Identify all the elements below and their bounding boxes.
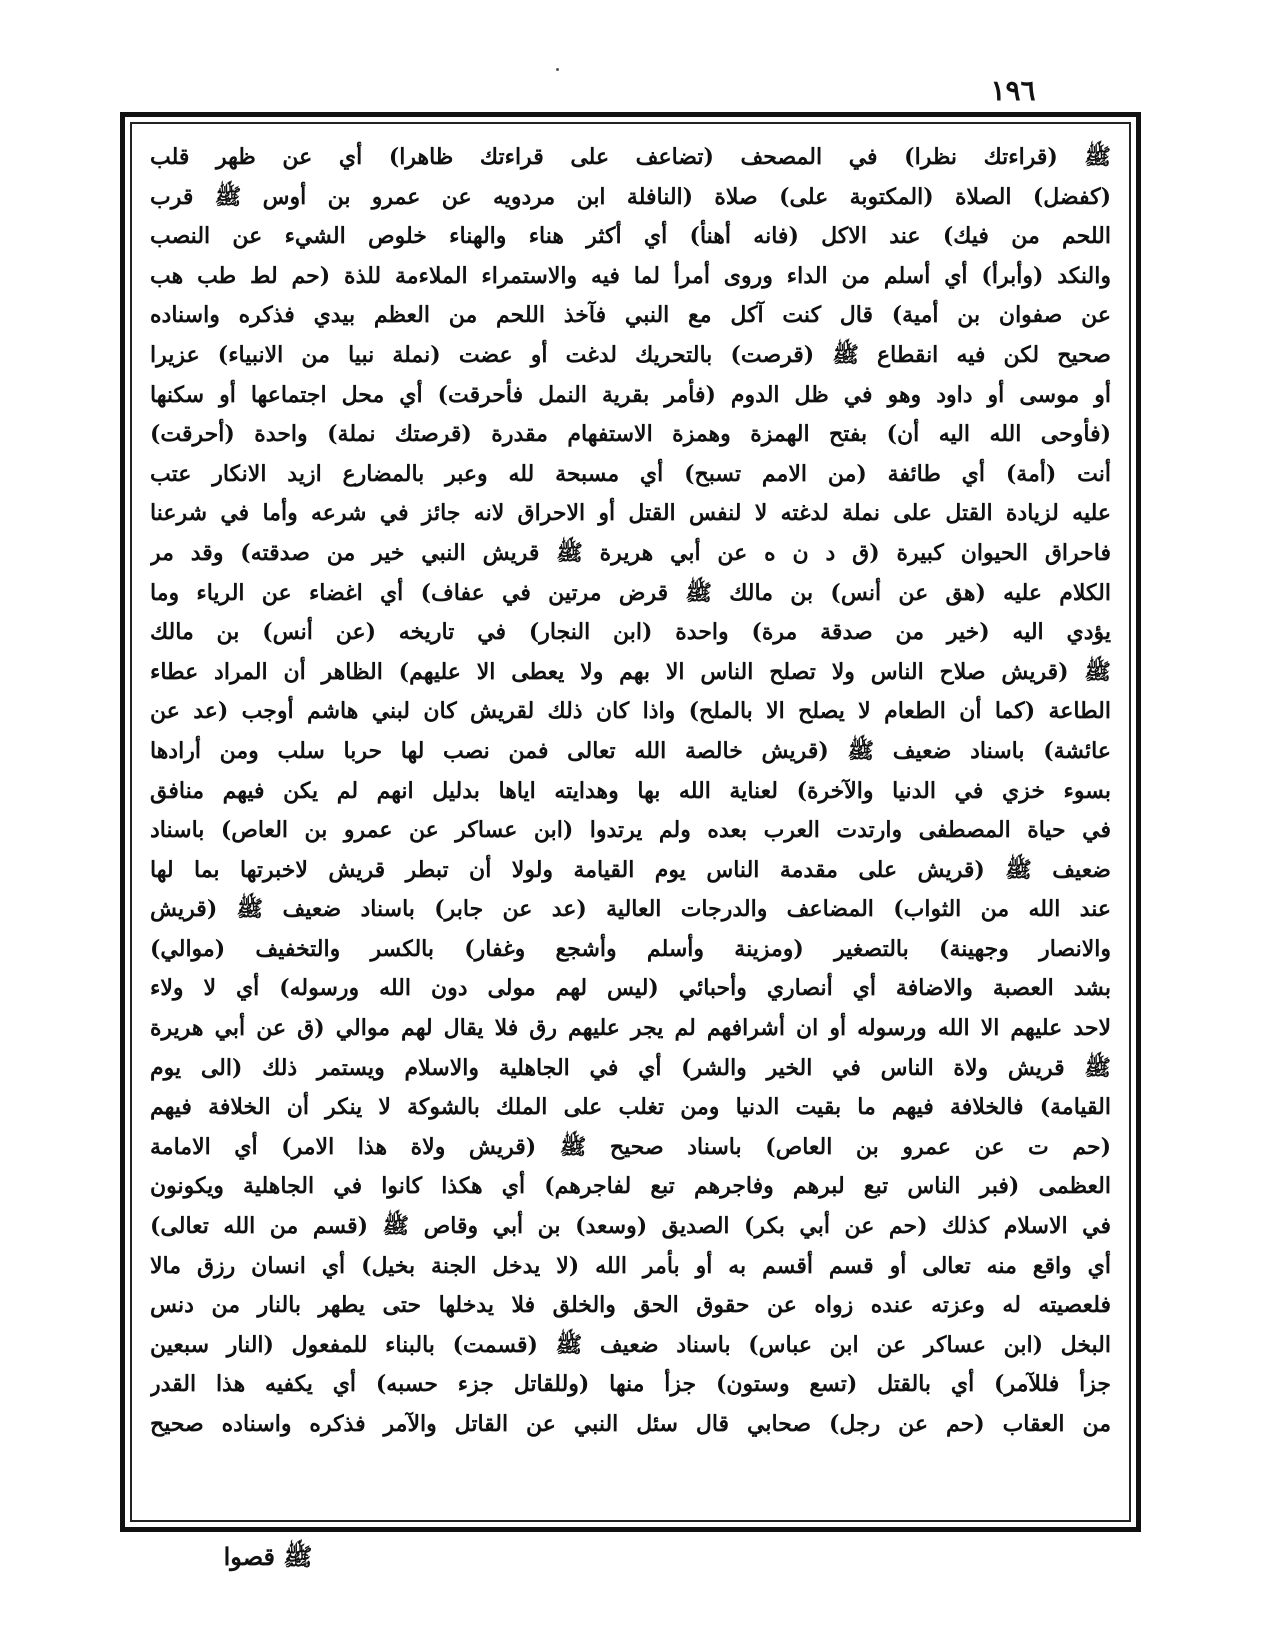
page-number: ١٩٦ [990, 74, 1036, 107]
text-line: والنكد (وأبرأ) أي أسلم من الداء وروى أمرأ لما فيه والاستمراء الملاءمة للذة (حم لط طب هب [150, 262, 1111, 289]
text-line: فاحراق الحيوان كبيرة (ق د ن ه عن أبي هريرة ﷺ قريش النبي خير من صدقته) وقد مر [150, 539, 1111, 566]
text-line: اللحم من فيك) عند الاكل (فانه أهنأ) أي أكثر هناء والهناء خلوص الشيء عن النصب [150, 223, 1111, 250]
text-line: ﷺ (قراءتك نظرا) في المصحف (تضاعف على قراءتك ظاهرا) أي عن ظهر قلب [150, 144, 1111, 170]
text-line: من العقاب (حم عن رجل) صحابي قال سئل النبي عن القاتل والآمر فذكره واسناده صحيح [150, 1411, 1111, 1437]
text-line: الطاعة (كما أن الطعام لا يصلح الا بالملح) واذا كان ذلك لقريش كان لبني هاشم أوجب (عد عن [150, 698, 1111, 725]
text-line: أي واقع منه تعالى أو قسم أقسم به أو بأمر الله (لا يدخل الجنة بخيل) أي انسان رزق مالا [150, 1252, 1111, 1279]
text-line: ﷺ قريش ولاة الناس في الخير والشر) أي في الجاهلية والاسلام ويستمر ذلك (الى يوم [150, 1054, 1111, 1081]
text-line: العظمى (فبر الناس تبع لبرهم وفاجرهم تبع لفاجرهم) أي هكذا كانوا في الجاهلية ويكونون [150, 1173, 1111, 1200]
text-line: جزأ فللآمر) أي بالقتل (تسع وستون) جزأ منها (وللقاتل جزء حسبه) أي يكفيه هذا القدر [150, 1371, 1111, 1398]
text-line: فلعصيته له وعزته عنده زواه عن حقوق الحق والخلق فلا يدخلها حتى يطهر بالنار من دنس [150, 1292, 1111, 1319]
text-line: ضعيف ﷺ (قريش على مقدمة الناس يوم القيامة ولولا أن تبطر قريش لاخبرتها بما لها [150, 856, 1111, 883]
text-line: لاحد عليهم الا الله ورسوله أو ان أشرافهم لم يجر عليهم رق فلا يقال لهم موالي (ق عن أبي هريرة [150, 1015, 1111, 1042]
text-line: والانصار وجهينة) بالتصغير (ومزينة وأسلم وأشجع وغفار) بالكسر والتخفيف (موالي) [150, 935, 1111, 962]
top-mark-dot [556, 68, 559, 71]
text-line: في حياة المصطفى وارتدت العرب بعده ولم يرتدوا (ابن عساكر عن عمرو بن العاص) باسناد [150, 817, 1111, 844]
text-line: يؤدي اليه (خير من صدقة مرة) واحدة (ابن النجار) في تاريخه (عن أنس) بن مالك [150, 619, 1111, 646]
text-line: (كفضل) الصلاة (المكتوبة على) صلاة (النافلة ابن مردويه عن عمرو بن أوس ﷺ قرب [150, 183, 1111, 210]
text-line: أو موسى أو داود وهو في ظل الدوم (فأمر بقرية النمل فأحرقت) أي محل اجتماعها أو سكنها [150, 381, 1111, 408]
text-line: عليه لزيادة القتل على نملة لدغته لا لنفس القتل أو الاحراق لانه جائز في شرعه وأما في شرعنا [150, 500, 1111, 527]
text-line: في الاسلام كذلك (حم عن أبي بكر) الصديق (وسعد) بن أبي وقاص ﷺ (قسم من الله تعالى) [150, 1213, 1111, 1240]
text-line: البخل (ابن عساكر عن ابن عباس) باسناد ضعيف ﷺ (قسمت) بالبناء للمفعول (النار سبعين [150, 1331, 1111, 1358]
text-line: عائشة) باسناد ضعيف ﷺ (قريش خالصة الله تعالى فمن نصب لها حربا سلب ومن أرادها [150, 737, 1111, 764]
text-line: ﷺ (قريش صلاح الناس ولا تصلح الناس الا بهم ولا يعطى الا عليهم) الظاهر أن المراد عطاء [150, 658, 1111, 685]
text-line: بشد العصبة والاضافة أي أنصاري وأحبائي (ليس لهم مولى دون الله ورسوله) أي لا ولاء [150, 975, 1111, 1002]
text-line: أنت (أمة) أي طائفة (من الامم تسبح) أي مسبحة لله وعبر بالمضارع ازيد الانكار عتب [150, 460, 1111, 487]
text-line: بسوء خزي في الدنيا والآخرة) لعناية الله بها وهدايته اياها بدليل انهم لم يكن فيهم منافق [150, 777, 1111, 804]
text-line: (حم ت عن عمرو بن العاص) باسناد صحيح ﷺ (قريش ولاة هذا الامر) أي الامامة [150, 1133, 1111, 1160]
body-text [150, 138, 1111, 1445]
catchword: ﷺ قصوا [223, 1542, 313, 1571]
text-line: القيامة) فالخلافة فيهم ما بقيت الدنيا ومن تغلب على الملك بالشوكة لا ينكر أن الخلافة فيهم [150, 1094, 1111, 1121]
text-line: صحيح لكن فيه انقطاع ﷺ (قرصت) بالتحريك لدغت أو عضت (نملة نبيا من الانبياء) عزيرا [150, 341, 1111, 368]
text-block-frame [130, 122, 1131, 1522]
text-line: عند الله من الثواب) المضاعف والدرجات العالية (عد عن جابر) باسناد ضعيف ﷺ (قريش [150, 896, 1111, 923]
text-line: عن صفوان بن أمية) قال كنت آكل مع النبي فآخذ اللحم من العظم بيدي فذكره واسناده [150, 302, 1111, 329]
text-line: (فأوحى الله اليه أن) بفتح الهمزة وهمزة الاستفهام مقدرة (قرصتك نملة) واحدة (أحرقت) [150, 421, 1111, 448]
text-line: الكلام عليه (هق عن أنس) بن مالك ﷺ قرض مرتين في عفاف) أي اغضاء عن الرياء وما [150, 579, 1111, 606]
